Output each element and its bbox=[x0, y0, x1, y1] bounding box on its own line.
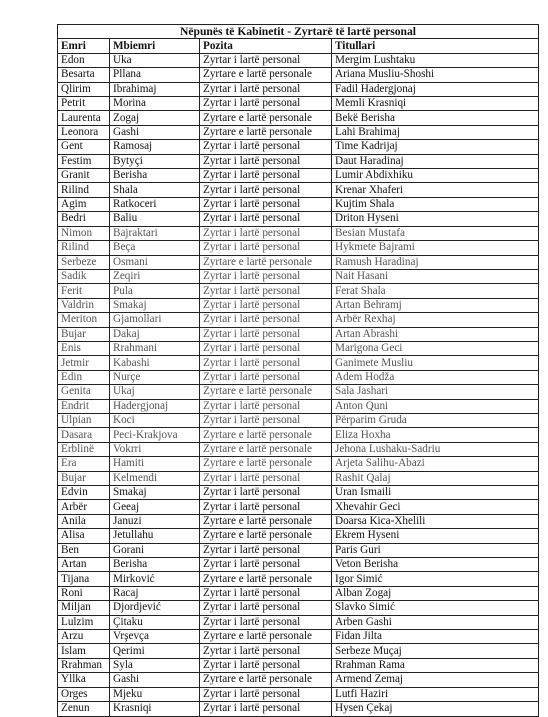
table-row bbox=[58, 183, 539, 197]
table-row bbox=[58, 284, 539, 298]
cell-first-name: Petrit bbox=[58, 97, 110, 111]
cell-last-name: Gashi bbox=[110, 673, 200, 687]
cell-holder: Lahi Brahimaj bbox=[332, 125, 539, 139]
table-row bbox=[58, 673, 539, 687]
cell-last-name: Morina bbox=[110, 97, 200, 111]
cell-holder: Përparim Gruda bbox=[332, 413, 539, 427]
cell-position: Zyrtar i lartë personal bbox=[200, 169, 332, 183]
cell-first-name: Bedri bbox=[58, 212, 110, 226]
cell-position: Zyrtare e lartë personale bbox=[200, 111, 332, 125]
cell-last-name: Nurçe bbox=[110, 370, 200, 384]
cell-position: Zyrtar i lartë personal bbox=[200, 500, 332, 514]
cell-position: Zyrtar i lartë personal bbox=[200, 183, 332, 197]
table-row bbox=[58, 370, 539, 384]
cell-first-name: Jetmir bbox=[58, 356, 110, 370]
cell-first-name: Artan bbox=[58, 558, 110, 572]
cell-position: Zyrtare e lartë personale bbox=[200, 68, 332, 82]
cell-position: Zyrtar i lartë personal bbox=[200, 615, 332, 629]
cell-last-name: Djordjević bbox=[110, 601, 200, 615]
cell-holder: Ganimete Musliu bbox=[332, 356, 539, 370]
cell-last-name: Hamiti bbox=[110, 457, 200, 471]
cell-holder: Marigona Geci bbox=[332, 341, 539, 355]
cell-position: Zyrtar i lartë personal bbox=[200, 486, 332, 500]
cell-holder: Daut Haradinaj bbox=[332, 154, 539, 168]
cell-last-name: Berisha bbox=[110, 558, 200, 572]
cell-first-name: Nimon bbox=[58, 226, 110, 240]
cell-position: Zyrtar i lartë personal bbox=[200, 269, 332, 283]
cell-last-name: Berisha bbox=[110, 169, 200, 183]
cell-first-name: Sadik bbox=[58, 269, 110, 283]
cell-first-name: Serbeze bbox=[58, 255, 110, 269]
cell-holder: Slavko Simić bbox=[332, 601, 539, 615]
table-row bbox=[58, 514, 539, 528]
cell-first-name: Era bbox=[58, 457, 110, 471]
table-row bbox=[58, 327, 539, 341]
table-header-row bbox=[58, 39, 539, 53]
cell-last-name: Januzi bbox=[110, 514, 200, 528]
table-row bbox=[58, 111, 539, 125]
table-row bbox=[58, 169, 539, 183]
cell-holder: Driton Hyseni bbox=[332, 212, 539, 226]
cell-first-name: Alisa bbox=[58, 529, 110, 543]
cell-holder: Artan Abrashi bbox=[332, 327, 539, 341]
cell-holder: Igor Simić bbox=[332, 572, 539, 586]
cell-position: Zyrtar i lartë personal bbox=[200, 413, 332, 427]
table-row bbox=[58, 702, 539, 716]
cell-position: Zyrtar i lartë personal bbox=[200, 154, 332, 168]
cell-position: Zyrtar i lartë personal bbox=[200, 212, 332, 226]
cell-last-name: Ibrahimaj bbox=[110, 82, 200, 96]
cell-last-name: Baliu bbox=[110, 212, 200, 226]
cell-first-name: Dasara bbox=[58, 428, 110, 442]
cell-holder: Eliza Hoxha bbox=[332, 428, 539, 442]
cell-first-name: Zenun bbox=[58, 702, 110, 716]
cell-first-name: Leonora bbox=[58, 125, 110, 139]
cell-last-name: Ratkoceri bbox=[110, 197, 200, 211]
cell-holder: Fidan Jilta bbox=[332, 630, 539, 644]
table-row bbox=[58, 658, 539, 672]
cell-position: Zyrtare e lartë personale bbox=[200, 529, 332, 543]
cell-last-name: Uka bbox=[110, 53, 200, 67]
cell-holder: Jehona Lushaku-Sadriu bbox=[332, 442, 539, 456]
cell-position: Zyrtar i lartë personal bbox=[200, 284, 332, 298]
table-row bbox=[58, 226, 539, 240]
cell-first-name: Anila bbox=[58, 514, 110, 528]
cell-position: Zyrtar i lartë personal bbox=[200, 298, 332, 312]
cell-last-name: Vokrri bbox=[110, 442, 200, 456]
cell-last-name: Ramosaj bbox=[110, 140, 200, 154]
staff-table bbox=[57, 24, 539, 717]
cell-holder: Krenar Xhaferi bbox=[332, 183, 539, 197]
cell-first-name: Enis bbox=[58, 341, 110, 355]
cell-holder: Armend Zemaj bbox=[332, 673, 539, 687]
cell-first-name: Orges bbox=[58, 687, 110, 701]
cell-first-name: Gent bbox=[58, 140, 110, 154]
cell-first-name: Rilind bbox=[58, 241, 110, 255]
cell-holder: Adem Hodža bbox=[332, 370, 539, 384]
cell-holder: Bekë Berisha bbox=[332, 111, 539, 125]
cell-last-name: Zogaj bbox=[110, 111, 200, 125]
cell-position: Zyrtar i lartë personal bbox=[200, 341, 332, 355]
cell-last-name: Gorani bbox=[110, 543, 200, 557]
cell-last-name: Mirković bbox=[110, 572, 200, 586]
cell-first-name: Besarta bbox=[58, 68, 110, 82]
cell-position: Zyrtare e lartë personale bbox=[200, 630, 332, 644]
cell-position: Zyrtare e lartë personale bbox=[200, 572, 332, 586]
table-row bbox=[58, 82, 539, 96]
cell-holder: Paris Guri bbox=[332, 543, 539, 557]
cell-last-name: Racaj bbox=[110, 586, 200, 600]
cell-first-name: Ben bbox=[58, 543, 110, 557]
table-row bbox=[58, 269, 539, 283]
table-row bbox=[58, 298, 539, 312]
cell-position: Zyrtar i lartë personal bbox=[200, 702, 332, 716]
cell-holder: Rrahman Rama bbox=[332, 658, 539, 672]
cell-position: Zyrtar i lartë personal bbox=[200, 601, 332, 615]
cell-position: Zyrtare e lartë personale bbox=[200, 255, 332, 269]
cell-position: Zyrtare e lartë personale bbox=[200, 428, 332, 442]
cell-position: Zyrtare e lartë personale bbox=[200, 442, 332, 456]
cell-last-name: Shala bbox=[110, 183, 200, 197]
cell-first-name: Tijana bbox=[58, 572, 110, 586]
cell-holder: Mergim Lushtaku bbox=[332, 53, 539, 67]
cell-holder: Lutfi Haziri bbox=[332, 687, 539, 701]
cell-holder: Memli Krasniqi bbox=[332, 97, 539, 111]
cell-last-name: Smakaj bbox=[110, 298, 200, 312]
table-row bbox=[58, 68, 539, 82]
cell-last-name: Mjeku bbox=[110, 687, 200, 701]
header-first-name: Emri bbox=[58, 39, 110, 53]
cell-holder: Artan Behramj bbox=[332, 298, 539, 312]
cell-holder: Hysen Çekaj bbox=[332, 702, 539, 716]
cell-first-name: Ulpian bbox=[58, 413, 110, 427]
cell-last-name: Geeaj bbox=[110, 500, 200, 514]
table-row bbox=[58, 313, 539, 327]
cell-last-name: Çitaku bbox=[110, 615, 200, 629]
cell-first-name: Edon bbox=[58, 53, 110, 67]
cell-position: Zyrtar i lartë personal bbox=[200, 658, 332, 672]
table-title: Nëpunës të Kabinetit - Zyrtarë të lartë personal bbox=[58, 25, 539, 39]
cell-holder: Besian Mustafa bbox=[332, 226, 539, 240]
cell-first-name: Bujar bbox=[58, 327, 110, 341]
cell-first-name: Miljan bbox=[58, 601, 110, 615]
table-row bbox=[58, 413, 539, 427]
table-row bbox=[58, 385, 539, 399]
cell-first-name: Ferit bbox=[58, 284, 110, 298]
cell-first-name: Edin bbox=[58, 370, 110, 384]
cell-holder: Rashit Qalaj bbox=[332, 471, 539, 485]
cell-position: Zyrtar i lartë personal bbox=[200, 82, 332, 96]
cell-last-name: Gjamollari bbox=[110, 313, 200, 327]
cell-holder: Ferat Shala bbox=[332, 284, 539, 298]
cell-holder: Xhevahir Geci bbox=[332, 500, 539, 514]
cell-position: Zyrtar i lartë personal bbox=[200, 356, 332, 370]
cell-position: Zyrtar i lartë personal bbox=[200, 644, 332, 658]
table-row bbox=[58, 543, 539, 557]
table-row bbox=[58, 356, 539, 370]
cell-first-name: Roni bbox=[58, 586, 110, 600]
cell-last-name: Rrahmani bbox=[110, 341, 200, 355]
cell-first-name: Lulzim bbox=[58, 615, 110, 629]
cell-holder: Arjeta Salihu-Abazi bbox=[332, 457, 539, 471]
table-row bbox=[58, 500, 539, 514]
cell-position: Zyrtare e lartë personale bbox=[200, 514, 332, 528]
table-row bbox=[58, 601, 539, 615]
cell-first-name: Meriton bbox=[58, 313, 110, 327]
table-row bbox=[58, 399, 539, 413]
cell-last-name: Bajraktari bbox=[110, 226, 200, 240]
cell-position: Zyrtar i lartë personal bbox=[200, 53, 332, 67]
cell-position: Zyrtar i lartë personal bbox=[200, 313, 332, 327]
cell-holder: Alban Zogaj bbox=[332, 586, 539, 600]
cell-last-name: Zeqiri bbox=[110, 269, 200, 283]
cell-last-name: Peci-Krakjova bbox=[110, 428, 200, 442]
cell-first-name: Rrahman bbox=[58, 658, 110, 672]
table-row bbox=[58, 428, 539, 442]
table-row bbox=[58, 615, 539, 629]
cell-first-name: Laurenta bbox=[58, 111, 110, 125]
table-row bbox=[58, 53, 539, 67]
table-row bbox=[58, 241, 539, 255]
cell-holder: Fadil Hadergjonaj bbox=[332, 82, 539, 96]
cell-last-name: Jetullahu bbox=[110, 529, 200, 543]
cell-holder: Serbeze Muçaj bbox=[332, 644, 539, 658]
cell-first-name: Granit bbox=[58, 169, 110, 183]
cell-holder: Kujtim Shala bbox=[332, 197, 539, 211]
header-last-name: Mbiemri bbox=[110, 39, 200, 53]
table-row bbox=[58, 341, 539, 355]
cell-last-name: Osmani bbox=[110, 255, 200, 269]
cell-first-name: Yllka bbox=[58, 673, 110, 687]
cell-holder: Veton Berisha bbox=[332, 558, 539, 572]
cell-position: Zyrtar i lartë personal bbox=[200, 140, 332, 154]
table-row bbox=[58, 586, 539, 600]
table-row bbox=[58, 687, 539, 701]
table-row bbox=[58, 486, 539, 500]
cell-last-name: Beça bbox=[110, 241, 200, 255]
cell-first-name: Arbër bbox=[58, 500, 110, 514]
cell-position: Zyrtar i lartë personal bbox=[200, 399, 332, 413]
table-row bbox=[58, 197, 539, 211]
cell-holder: Doarsa Kica-Xhelili bbox=[332, 514, 539, 528]
table-title-row bbox=[58, 25, 539, 39]
cell-last-name: Pula bbox=[110, 284, 200, 298]
cell-holder: Ramush Haradinaj bbox=[332, 255, 539, 269]
cell-first-name: Valdrin bbox=[58, 298, 110, 312]
cell-last-name: Qerimi bbox=[110, 644, 200, 658]
table-row bbox=[58, 630, 539, 644]
cell-first-name: Islam bbox=[58, 644, 110, 658]
table-row bbox=[58, 457, 539, 471]
table-row bbox=[58, 154, 539, 168]
table-row bbox=[58, 442, 539, 456]
cell-position: Zyrtare e lartë personale bbox=[200, 385, 332, 399]
header-position: Pozita bbox=[200, 39, 332, 53]
cell-position: Zyrtare e lartë personale bbox=[200, 457, 332, 471]
cell-holder: Ekrem Hyseni bbox=[332, 529, 539, 543]
cell-position: Zyrtar i lartë personal bbox=[200, 586, 332, 600]
cell-last-name: Bytyçi bbox=[110, 154, 200, 168]
cell-first-name: Genita bbox=[58, 385, 110, 399]
cell-first-name: Arzu bbox=[58, 630, 110, 644]
cell-holder: Nait Hasani bbox=[332, 269, 539, 283]
cell-last-name: Smakaj bbox=[110, 486, 200, 500]
cell-last-name: Dakaj bbox=[110, 327, 200, 341]
table-row bbox=[58, 529, 539, 543]
cell-holder: Arben Gashi bbox=[332, 615, 539, 629]
cell-first-name: Agim bbox=[58, 197, 110, 211]
cell-holder: Anton Quni bbox=[332, 399, 539, 413]
cell-position: Zyrtar i lartë personal bbox=[200, 327, 332, 341]
cell-first-name: Bujar bbox=[58, 471, 110, 485]
cell-last-name: Gashi bbox=[110, 125, 200, 139]
cell-first-name: Endrit bbox=[58, 399, 110, 413]
table-row bbox=[58, 255, 539, 269]
document-page bbox=[57, 24, 538, 717]
cell-first-name: Erblinë bbox=[58, 442, 110, 456]
cell-position: Zyrtar i lartë personal bbox=[200, 226, 332, 240]
header-holder: Titullari bbox=[332, 39, 539, 53]
table-row bbox=[58, 558, 539, 572]
cell-last-name: Hadergjonaj bbox=[110, 399, 200, 413]
cell-position: Zyrtar i lartë personal bbox=[200, 687, 332, 701]
cell-position: Zyrtar i lartë personal bbox=[200, 471, 332, 485]
table-row bbox=[58, 212, 539, 226]
cell-last-name: Vrşevça bbox=[110, 630, 200, 644]
cell-holder: Time Kadrijaj bbox=[332, 140, 539, 154]
cell-holder: Lumir Abdixhiku bbox=[332, 169, 539, 183]
cell-last-name: Krasniqi bbox=[110, 702, 200, 716]
cell-last-name: Pllana bbox=[110, 68, 200, 82]
table-row bbox=[58, 140, 539, 154]
cell-first-name: Edvin bbox=[58, 486, 110, 500]
cell-holder: Sala Jashari bbox=[332, 385, 539, 399]
cell-holder: Ariana Musliu-Shoshi bbox=[332, 68, 539, 82]
cell-position: Zyrtar i lartë personal bbox=[200, 558, 332, 572]
cell-position: Zyrtare e lartë personale bbox=[200, 673, 332, 687]
cell-last-name: Ukaj bbox=[110, 385, 200, 399]
cell-holder: Arbër Rexhaj bbox=[332, 313, 539, 327]
cell-position: Zyrtare e lartë personale bbox=[200, 125, 332, 139]
cell-last-name: Kelmendi bbox=[110, 471, 200, 485]
table-body bbox=[58, 53, 539, 716]
cell-position: Zyrtar i lartë personal bbox=[200, 370, 332, 384]
cell-first-name: Rilind bbox=[58, 183, 110, 197]
cell-position: Zyrtar i lartë personal bbox=[200, 97, 332, 111]
table-row bbox=[58, 471, 539, 485]
table-row bbox=[58, 97, 539, 111]
cell-first-name: Qlirim bbox=[58, 82, 110, 96]
cell-last-name: Syla bbox=[110, 658, 200, 672]
table-row bbox=[58, 572, 539, 586]
cell-holder: Hykmete Bajrami bbox=[332, 241, 539, 255]
table-row bbox=[58, 125, 539, 139]
cell-holder: Uran Ismaili bbox=[332, 486, 539, 500]
cell-last-name: Koci bbox=[110, 413, 200, 427]
cell-position: Zyrtar i lartë personal bbox=[200, 543, 332, 557]
cell-position: Zyrtar i lartë personal bbox=[200, 241, 332, 255]
cell-last-name: Kabashi bbox=[110, 356, 200, 370]
cell-first-name: Festim bbox=[58, 154, 110, 168]
table-row bbox=[58, 644, 539, 658]
cell-position: Zyrtar i lartë personal bbox=[200, 197, 332, 211]
